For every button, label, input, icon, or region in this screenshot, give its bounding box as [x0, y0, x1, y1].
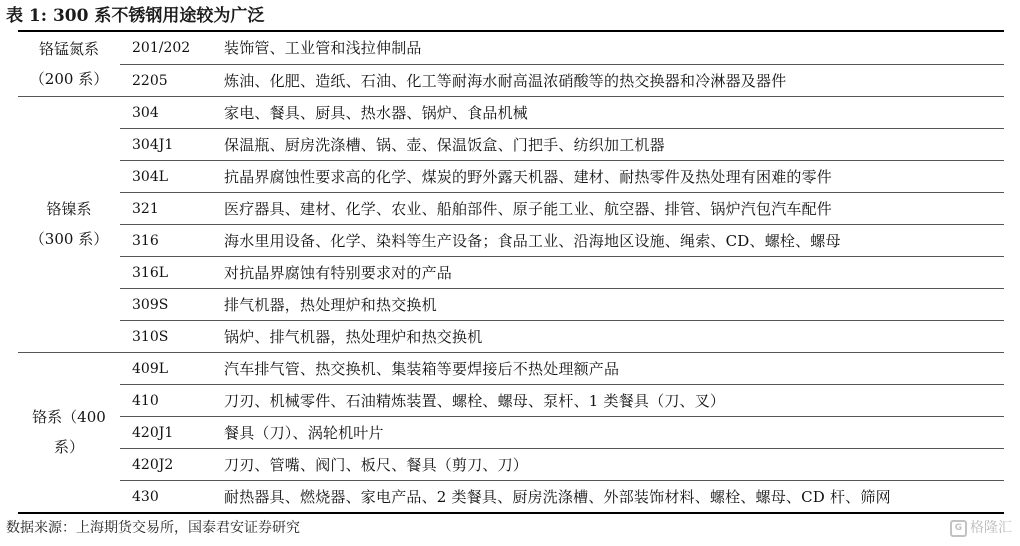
table-row [120, 160, 1004, 193]
grade-use: 海水里用设备、化学、染料等生产设备；食品工业、沿海地区设施、绳索、CD、螺栓、螺母 [224, 232, 841, 250]
grade-code: 304L [132, 169, 169, 185]
grade-code: 316 [132, 233, 159, 249]
group-label-400 [18, 402, 120, 462]
group-label-line: 铬镍系 [46, 200, 92, 218]
grade-use: 装饰管、工业管和浅拉伸制品 [224, 39, 422, 57]
grade-use: 刀刃、机械零件、石油精炼装置、螺栓、螺母、泵杆、1 类餐具（刀、叉） [224, 392, 726, 410]
table-row [120, 192, 1004, 225]
group-label-200 [18, 34, 120, 94]
grade-use: 锅炉、排气机器，热处理炉和热交换机 [224, 328, 483, 346]
group-label-line: （200 系） [29, 70, 109, 88]
table-row [120, 416, 1004, 449]
table-row [120, 32, 1004, 64]
table-row [120, 352, 1004, 385]
table-title: 表 1: 300 系不锈钢用途较为广泛 [6, 6, 265, 26]
table-row [120, 64, 1004, 97]
grade-code: 304J1 [132, 137, 174, 153]
table-row [120, 448, 1004, 481]
grade-use: 对抗晶界腐蚀有特别要求对的产品 [224, 264, 453, 282]
grade-use: 家电、餐具、厨具、热水器、锅炉、食品机械 [224, 104, 529, 122]
grade-use: 排气机器，热处理炉和热交换机 [224, 296, 437, 314]
group-label-line: 系） [53, 438, 84, 456]
grade-use: 刀刃、管嘴、阀门、板尺、餐具（剪刀、刀） [224, 456, 529, 474]
group-label-line: （300 系） [29, 230, 109, 248]
table-row [120, 224, 1004, 257]
grade-use: 汽车排气管、热交换机、集装箱等要焊接后不热处理额产品 [224, 360, 620, 378]
watermark [950, 516, 1012, 540]
grade-use: 餐具（刀）、涡轮机叶片 [224, 424, 384, 442]
group-label-line: 铬锰氮系 [38, 40, 99, 58]
watermark-logo-icon: G [950, 520, 967, 537]
grade-use: 耐热器具、燃烧器、家电产品、2 类餐具、厨房洗涤槽、外部装饰材料、螺栓、螺母、CD 杆、筛网 [224, 488, 891, 506]
grade-code: 201/202 [132, 40, 191, 56]
table-row [120, 256, 1004, 289]
grade-use: 医疗器具、建材、化学、农业、船舶部件、原子能工业、航空器、排管、锅炉汽包汽车配件 [224, 200, 833, 218]
grade-use: 保温瓶、厨房洗涤槽、锅、壶、保温饭盒、门把手、纺织加工机器 [224, 136, 665, 154]
grade-code: 309S [132, 297, 169, 313]
grade-use: 炼油、化肥、造纸、石油、化工等耐海水耐高温浓硝酸等的热交换器和冷淋器及器件 [224, 72, 787, 90]
table-row [120, 96, 1004, 129]
grade-code: 410 [132, 393, 159, 409]
grade-code: 430 [132, 489, 159, 505]
group-label-300 [18, 194, 120, 254]
grade-code: 420J1 [132, 425, 174, 441]
table-row [120, 480, 1004, 513]
table-row [120, 320, 1004, 353]
grade-code: 304 [132, 105, 159, 121]
grade-code: 310S [132, 329, 169, 345]
table-row [120, 288, 1004, 321]
grade-code: 321 [132, 201, 159, 217]
data-source-note: 数据来源：上海期货交易所，国泰君安证券研究 [6, 520, 300, 536]
grade-code: 409L [132, 361, 169, 377]
group-divider [18, 352, 120, 353]
grade-code: 316L [132, 265, 169, 281]
table-row [120, 384, 1004, 417]
grade-use: 抗晶界腐蚀性要求高的化学、煤炭的野外露天机器、建材、耐热零件及热处理有困难的零件 [224, 168, 833, 186]
table-bottom-rule [18, 512, 1004, 514]
grade-code: 420J2 [132, 457, 174, 473]
group-divider [18, 96, 120, 97]
group-label-line: 铬系（400 [32, 408, 106, 426]
watermark-text: 格隆汇 [970, 520, 1012, 536]
table-row [120, 128, 1004, 161]
grade-code: 2205 [132, 73, 168, 89]
